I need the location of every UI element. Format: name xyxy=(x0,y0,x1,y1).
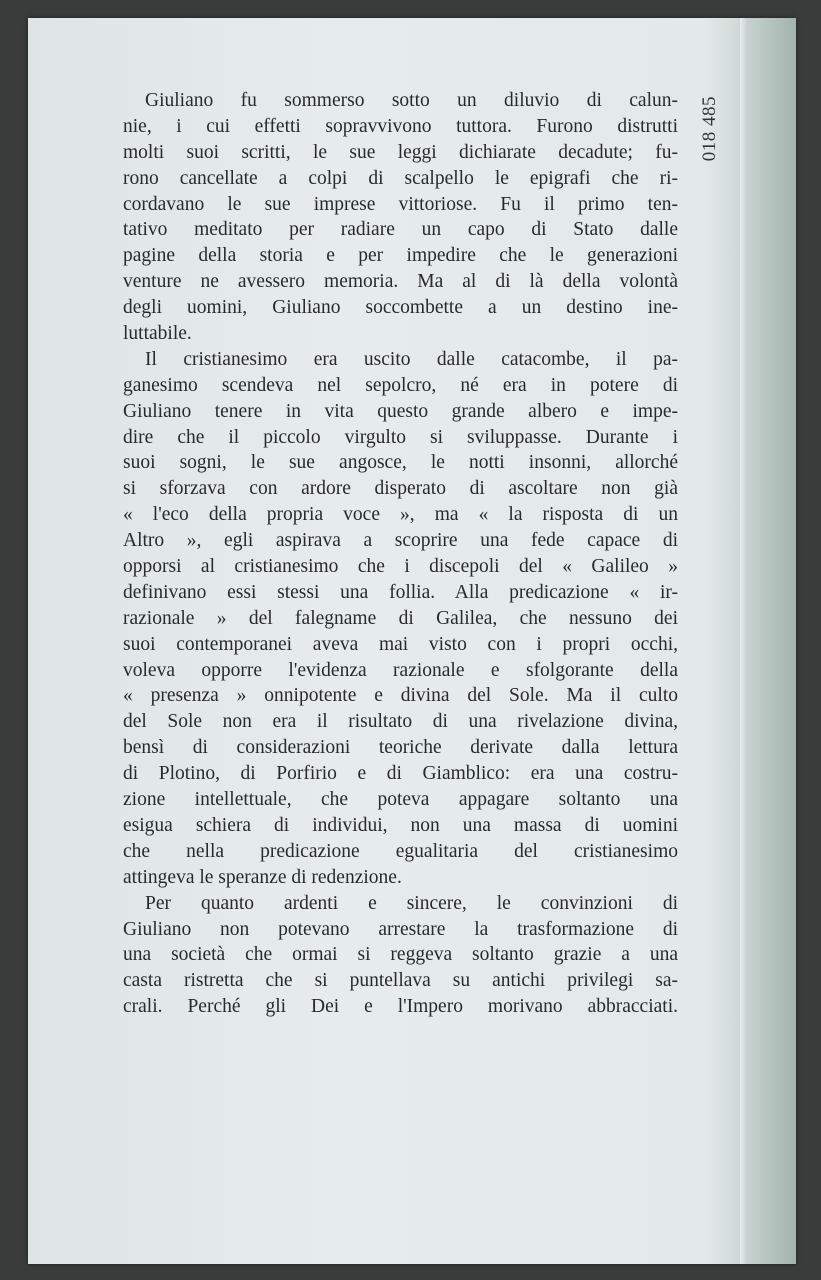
blurb-line: Giuliano non potevano arrestare la trasformazione di xyxy=(123,918,678,940)
blurb-line: opporsi al cristianesimo che i discepoli del « Galileo » xyxy=(123,556,678,578)
blurb-line: « l'eco della propria voce », ma « la risposta di un xyxy=(123,504,678,526)
blurb-line: degli uomini, Giuliano soccombette a un destino ine- xyxy=(123,297,678,319)
blurb-line: tativo meditato per radiare un capo di Stato dalle xyxy=(123,219,678,241)
blurb-line: che nella predicazione egualitaria del cristianesimo xyxy=(123,840,678,862)
blurb-line: suoi contemporanei aveva mai visto con i propri occhi, xyxy=(123,633,678,655)
blurb-line: ganesimo scendeva nel sepolcro, né era in potere di xyxy=(123,374,678,396)
blurb-line: definivano essi stessi una follia. Alla predicazione « ir- xyxy=(123,581,678,603)
blurb-line: Per quanto ardenti e sincere, le convinzioni di xyxy=(145,892,678,914)
blurb-line: Il cristianesimo era uscito dalle catacombe, il pa- xyxy=(145,348,678,370)
blurb-line: « presenza » onnipotente e divina del Sole. Ma il culto xyxy=(123,685,678,707)
blurb-line: cordavano le sue imprese vittoriose. Fu il primo ten- xyxy=(123,193,678,215)
blurb-line: voleva opporre l'evidenza razionale e sfolgorante della xyxy=(123,659,678,681)
blurb-line: di Plotino, di Porfirio e di Giamblico: era una costru- xyxy=(123,763,678,785)
blurb-line: dire che il piccolo virgulto si sviluppasse. Durante i xyxy=(123,426,678,448)
blurb-line: esigua schiera di individui, non una massa di uomini xyxy=(123,814,678,836)
blurb-line: luttabile. xyxy=(123,323,192,345)
blurb-line: Altro », egli aspirava a scoprire una fede capace di xyxy=(123,530,678,552)
blurb-line: bensì di considerazioni teoriche derivate dalla lettura xyxy=(123,737,678,759)
blurb-line: molti suoi scritti, le sue leggi dichiarate decadute; fu- xyxy=(123,141,678,163)
blurb-line: attingeva le speranze di redenzione. xyxy=(123,866,402,888)
blurb-line: zione intellettuale, che poteva appagare soltanto una xyxy=(123,789,678,811)
blurb-line: rono cancellate a colpi di scalpello le epigrafi che ri- xyxy=(123,167,678,189)
catalog-number: 018 485 xyxy=(699,96,720,162)
blurb-line: nie, i cui effetti sopravvivono tuttora. Furono distrutti xyxy=(123,115,678,137)
blurb-line: Giuliano fu sommerso sotto un diluvio di calun- xyxy=(145,90,678,111)
blurb-line: venture ne avessero memoria. Ma al di là della volontà xyxy=(123,271,678,293)
blurb-text xyxy=(123,88,678,1020)
cover-spine-edge xyxy=(740,18,746,1264)
blurb-line: del Sole non era il risultato di una rivelazione divina, xyxy=(123,711,678,733)
blurb-line: suoi sogni, le sue angosce, le notti insonni, allorché xyxy=(123,452,678,474)
blurb-line: pagine della storia e per impedire che le generazioni xyxy=(123,245,678,267)
blurb-line: Giuliano tenere in vita questo grande albero e impe- xyxy=(123,400,678,422)
blurb-line: crali. Perché gli Dei e l'Impero morivano abbracciati. xyxy=(123,996,678,1018)
blurb-line: si sforzava con ardore disperato di ascoltare non già xyxy=(123,478,678,500)
blurb-line: una società che ormai si reggeva soltanto grazie a una xyxy=(123,944,678,966)
blurb-line: casta ristretta che si puntellava su antichi privilegi sa- xyxy=(123,970,678,992)
blurb-line: razionale » del falegname di Galilea, che nessuno dei xyxy=(123,607,678,629)
